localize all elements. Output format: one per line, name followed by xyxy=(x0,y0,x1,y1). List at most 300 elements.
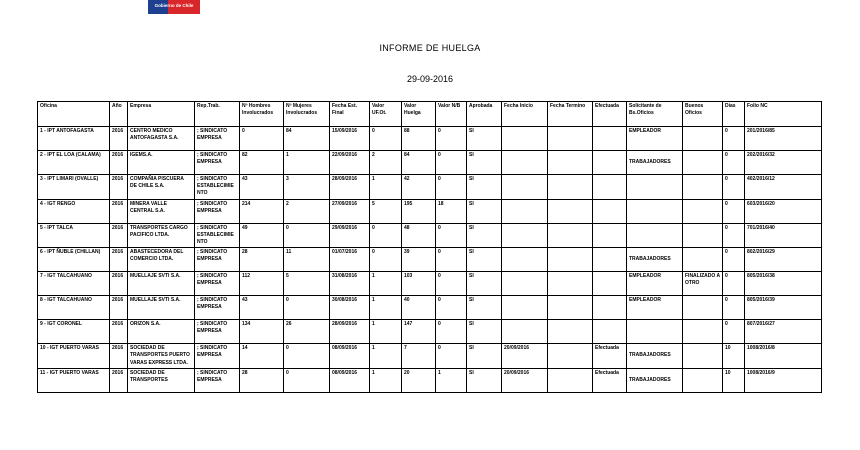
cell-oficina xyxy=(38,199,110,223)
cell-valor-nb-text: 0 xyxy=(438,321,441,328)
cell-valor-uf-text: 0 xyxy=(372,249,375,256)
column-header: Fecha Termino xyxy=(548,102,593,127)
cell-rep-trab xyxy=(195,223,240,248)
cell-hombres-text: 28 xyxy=(242,249,248,256)
cell-fecha-est-text: 30/08/2016 xyxy=(332,297,358,304)
cell-oficina-text: 6 - IPT ÑUBLE (CHILLAN) xyxy=(40,249,101,256)
cell-oficina-text: 8 - IGT TALCAHUANO xyxy=(40,297,92,304)
cell-folio xyxy=(745,344,822,369)
cell-rep-trab-text: ; SINDICATO EMPRESA xyxy=(197,273,228,287)
cell-valor-uf xyxy=(370,223,402,248)
cell-fecha-termino xyxy=(548,199,593,223)
cell-valor-huelga-text: 147 xyxy=(404,321,413,328)
cell-oficina xyxy=(38,175,110,200)
cell-valor-huelga xyxy=(402,248,436,272)
cell-solicitante xyxy=(627,151,683,175)
cell-anio xyxy=(110,272,128,296)
cell-hombres xyxy=(240,368,284,392)
cell-oficina-text: 1 - IPT ANTOFAGASTA xyxy=(40,128,94,134)
cell-empresa xyxy=(128,320,195,344)
cell-fecha-termino xyxy=(548,344,593,369)
cell-fecha-est-text: 27/09/2016 xyxy=(332,200,358,207)
cell-folio xyxy=(745,151,822,175)
cell-fecha-est-text: 08/09/2016 xyxy=(332,345,358,352)
cell-aprobada-text: SI xyxy=(469,321,474,328)
cell-empresa-text: ABASTECEDORA DEL COMERCIO LTDA. xyxy=(130,249,184,263)
cell-fecha-inicio-text: 20/09/2016 xyxy=(504,345,530,352)
cell-valor-huelga-text: 20 xyxy=(404,369,410,376)
cell-rep-trab xyxy=(195,151,240,175)
cell-aprobada xyxy=(467,199,502,223)
cell-fecha-est xyxy=(330,320,370,344)
cell-mujeres xyxy=(284,272,330,296)
cell-dias-text: 0 xyxy=(725,249,728,256)
cell-valor-uf-text: 1 xyxy=(372,369,375,376)
cell-empresa xyxy=(128,175,195,200)
cell-efectuada xyxy=(593,151,627,175)
cell-empresa-text: TRANSPORTES CARGO PACIFICO LTDA. xyxy=(130,224,188,238)
cell-valor-huelga xyxy=(402,344,436,369)
cell-empresa-text: SOCIEDAD DE TRANSPORTES xyxy=(130,369,168,384)
cell-aprobada xyxy=(467,223,502,248)
cell-valor-huelga-text: 84 xyxy=(404,152,410,158)
cell-anio xyxy=(110,296,128,320)
cell-dias-text: 0 xyxy=(725,321,728,328)
cell-efectuada xyxy=(593,223,627,248)
column-header: Solicitante de Bs.Oficios xyxy=(627,102,683,127)
cell-solicitante-text: EMPLEADOR xyxy=(629,273,661,280)
cell-solicitante-sub-text xyxy=(629,135,680,142)
cell-valor-uf-text: 0 xyxy=(372,224,375,231)
cell-dias-text: 0 xyxy=(725,152,728,158)
cell-oficina-text: 4 - IGT RENGO xyxy=(40,200,76,207)
cell-fecha-termino xyxy=(548,272,593,296)
cell-valor-huelga-text: 40 xyxy=(404,297,410,304)
cell-solicitante xyxy=(627,344,683,369)
cell-empresa xyxy=(128,151,195,175)
cell-anio-text: 2016 xyxy=(112,176,124,182)
cell-folio xyxy=(745,272,822,296)
cell-solicitante-sub-text xyxy=(629,176,680,183)
cell-fecha-inicio xyxy=(502,296,548,320)
cell-valor-nb xyxy=(436,127,467,151)
cell-hombres xyxy=(240,272,284,296)
cell-valor-uf xyxy=(370,344,402,369)
cell-anio xyxy=(110,175,128,200)
cell-valor-nb xyxy=(436,344,467,369)
cell-hombres xyxy=(240,127,284,151)
cell-valor-huelga xyxy=(402,272,436,296)
cell-aprobada xyxy=(467,368,502,392)
table-row xyxy=(38,320,822,344)
cell-fecha-termino xyxy=(548,223,593,248)
cell-hombres-text: 0 xyxy=(242,128,245,134)
cell-valor-uf-text: 1 xyxy=(372,321,375,328)
cell-aprobada-text: SI xyxy=(469,224,474,231)
cell-mujeres xyxy=(284,199,330,223)
cell-mujeres xyxy=(284,296,330,320)
cell-oficina-text: 10 - IGT PUERTO VARAS xyxy=(40,345,99,352)
cell-mujeres-text: 1 xyxy=(286,152,289,158)
cell-mujeres xyxy=(284,320,330,344)
cell-empresa xyxy=(128,272,195,296)
cell-anio xyxy=(110,223,128,248)
cell-fecha-termino xyxy=(548,175,593,200)
cell-empresa-text: CENTRO MEDICO ANTOFAGASTA S.A. xyxy=(130,128,179,142)
cell-hombres xyxy=(240,344,284,369)
cell-valor-huelga xyxy=(402,320,436,344)
table-row xyxy=(38,127,822,151)
cell-rep-trab-text: ; SINDICATO ESTABLECIMIENTO xyxy=(197,176,234,197)
cell-folio-text: 1008/2016/8 xyxy=(747,345,775,352)
cell-valor-huelga xyxy=(402,127,436,151)
cell-valor-nb xyxy=(436,296,467,320)
cell-folio-text: 402/2016/12 xyxy=(747,176,775,182)
cell-solicitante-sub-text: TRABAJADORES xyxy=(629,256,671,263)
column-header: Rep.Trab. xyxy=(195,102,240,127)
cell-valor-nb xyxy=(436,175,467,200)
cell-efectuada xyxy=(593,368,627,392)
cell-solicitante-text: EMPLEADOR xyxy=(629,297,661,304)
column-header: Buenos Oficios xyxy=(683,102,723,127)
cell-folio-text: 202/2016/32 xyxy=(747,152,775,158)
cell-aprobada-text: SI xyxy=(469,369,474,376)
cell-fecha-est xyxy=(330,344,370,369)
cell-valor-uf-text: 1 xyxy=(372,345,375,352)
cell-dias xyxy=(723,199,745,223)
cell-dias xyxy=(723,248,745,272)
cell-efectuada xyxy=(593,320,627,344)
cell-valor-nb xyxy=(436,151,467,175)
cell-aprobada xyxy=(467,272,502,296)
cell-hombres-text: 82 xyxy=(242,152,248,158)
cell-valor-nb-text: 18 xyxy=(438,200,444,207)
table-header-row xyxy=(38,102,822,127)
column-header: Folio NC xyxy=(745,102,822,127)
cell-rep-trab xyxy=(195,344,240,369)
cell-dias xyxy=(723,344,745,369)
cell-valor-huelga-text: 42 xyxy=(404,176,410,182)
cell-rep-trab xyxy=(195,248,240,272)
cell-efectuada xyxy=(593,175,627,200)
cell-valor-huelga-text: 39 xyxy=(404,249,410,256)
cell-hombres xyxy=(240,151,284,175)
cell-mujeres-text: 26 xyxy=(286,321,292,328)
cell-fecha-inicio xyxy=(502,175,548,200)
cell-folio xyxy=(745,320,822,344)
cell-aprobada xyxy=(467,248,502,272)
cell-folio-text: 201/2016/85 xyxy=(747,128,775,134)
cell-aprobada xyxy=(467,175,502,200)
cell-oficina-text: 2 - IPT EL LOA (CALAMA) xyxy=(40,152,101,158)
table-row xyxy=(38,296,822,320)
cell-fecha-termino xyxy=(548,296,593,320)
cell-aprobada xyxy=(467,320,502,344)
cell-hombres-text: 14 xyxy=(242,345,248,352)
report-date: 29-09-2016 xyxy=(406,74,454,84)
cell-fecha-est xyxy=(330,199,370,223)
cell-dias xyxy=(723,223,745,248)
cell-valor-uf xyxy=(370,248,402,272)
cell-folio-text: 802/2016/29 xyxy=(747,249,775,256)
cell-solicitante-sub-text xyxy=(629,321,680,328)
cell-solicitante-sub-text: TRABAJADORES xyxy=(629,352,671,359)
cell-mujeres xyxy=(284,127,330,151)
cell-aprobada-text: SI xyxy=(469,345,474,352)
cell-dias-text: 0 xyxy=(725,297,728,304)
table-row xyxy=(38,175,822,200)
cell-buenos-oficios xyxy=(683,151,723,175)
cell-empresa-text: MUELLAJE SVTI S.A. xyxy=(130,273,181,280)
cell-buenos-oficios xyxy=(683,320,723,344)
cell-folio-text: 807/2016/27 xyxy=(747,321,775,328)
cell-valor-nb-text: 0 xyxy=(438,128,441,134)
cell-aprobada-text: SI xyxy=(469,176,474,182)
cell-aprobada-text: SI xyxy=(469,297,474,304)
cell-oficina xyxy=(38,296,110,320)
cell-fecha-est-text: 29/09/2016 xyxy=(332,224,358,231)
cell-fecha-termino xyxy=(548,248,593,272)
cell-folio xyxy=(745,296,822,320)
cell-solicitante-sub-text xyxy=(629,280,680,287)
table-body xyxy=(38,127,822,393)
cell-rep-trab xyxy=(195,199,240,223)
cell-solicitante xyxy=(627,368,683,392)
column-header: Oficina xyxy=(38,102,110,127)
cell-valor-uf xyxy=(370,175,402,200)
column-header: Fecha Inicio xyxy=(502,102,548,127)
cell-dias xyxy=(723,320,745,344)
cell-dias-text: 0 xyxy=(725,273,728,280)
cell-folio-text: 805/2016/38 xyxy=(747,273,775,280)
column-header: Aprobada xyxy=(467,102,502,127)
cell-folio xyxy=(745,127,822,151)
cell-solicitante-sub-text xyxy=(629,304,680,311)
cell-aprobada xyxy=(467,151,502,175)
column-header: Empresa xyxy=(128,102,195,127)
cell-anio xyxy=(110,320,128,344)
column-header: Fecha Est. Final xyxy=(330,102,370,127)
cell-folio xyxy=(745,223,822,248)
cell-oficina-text: 5 - IPT TALCA xyxy=(40,224,73,231)
cell-mujeres-text: 2 xyxy=(286,200,289,207)
cell-fecha-inicio xyxy=(502,272,548,296)
cell-oficina xyxy=(38,151,110,175)
cell-valor-nb-text: 0 xyxy=(438,345,441,352)
cell-valor-nb-text: 0 xyxy=(438,249,441,256)
cell-valor-nb-text: 0 xyxy=(438,224,441,231)
cell-buenos-oficios xyxy=(683,272,723,296)
cell-valor-uf xyxy=(370,296,402,320)
cell-oficina xyxy=(38,248,110,272)
cell-fecha-est-text: 28/09/2016 xyxy=(332,176,358,182)
cell-anio xyxy=(110,368,128,392)
cell-empresa-text: SOCIEDAD DE TRANSPORTES PUERTO VARAS EXPRESS LTDA. xyxy=(130,345,190,366)
table-row xyxy=(38,248,822,272)
cell-rep-trab-text: ; SINDICATO EMPRESA xyxy=(197,369,228,384)
cell-valor-huelga-text: 103 xyxy=(404,273,413,280)
cell-fecha-termino xyxy=(548,127,593,151)
cell-aprobada-text: SI xyxy=(469,273,474,280)
table-row xyxy=(38,199,822,223)
cell-mujeres-text: 11 xyxy=(286,249,292,256)
cell-solicitante xyxy=(627,199,683,223)
cell-empresa xyxy=(128,199,195,223)
cell-folio-text: 1008/2016/9 xyxy=(747,369,775,376)
cell-empresa xyxy=(128,223,195,248)
cell-aprobada xyxy=(467,127,502,151)
cell-anio xyxy=(110,248,128,272)
cell-solicitante xyxy=(627,296,683,320)
cell-hombres xyxy=(240,296,284,320)
cell-mujeres-text: 0 xyxy=(286,345,289,352)
cell-efectuada-text: Efectuada xyxy=(595,345,619,352)
cell-valor-uf xyxy=(370,151,402,175)
cell-anio-text: 2016 xyxy=(112,128,124,134)
cell-fecha-est xyxy=(330,368,370,392)
strike-report-table xyxy=(37,101,822,393)
cell-valor-nb xyxy=(436,199,467,223)
table-row xyxy=(38,223,822,248)
cell-valor-uf-text: 1 xyxy=(372,176,375,182)
cell-folio xyxy=(745,248,822,272)
cell-mujeres-text: 84 xyxy=(286,128,292,134)
cell-fecha-termino xyxy=(548,151,593,175)
cell-rep-trab-text: ; SINDICATO EMPRESA xyxy=(197,249,228,263)
cell-anio-text: 2016 xyxy=(112,345,124,352)
cell-dias xyxy=(723,296,745,320)
cell-folio-text: 603/2016/20 xyxy=(747,200,775,207)
cell-empresa xyxy=(128,344,195,369)
table-row xyxy=(38,151,822,175)
cell-aprobada-text: SI xyxy=(469,249,474,256)
cell-anio xyxy=(110,151,128,175)
cell-valor-nb-text: 0 xyxy=(438,176,441,182)
cell-efectuada xyxy=(593,248,627,272)
cell-fecha-est-text: 31/08/2016 xyxy=(332,273,358,280)
cell-oficina xyxy=(38,344,110,369)
cell-solicitante xyxy=(627,175,683,200)
cell-empresa-text: MUELLAJE SVTI S.A. xyxy=(130,297,181,304)
cell-valor-nb xyxy=(436,272,467,296)
cell-oficina-text: 7 - IGT TALCAHUANO xyxy=(40,273,92,280)
cell-fecha-termino xyxy=(548,368,593,392)
table-row xyxy=(38,344,822,369)
cell-efectuada xyxy=(593,296,627,320)
cell-dias-text: 0 xyxy=(725,200,728,207)
column-header: Año xyxy=(110,102,128,127)
cell-mujeres-text: 5 xyxy=(286,273,289,280)
cell-valor-huelga xyxy=(402,199,436,223)
cell-oficina-text: 3 - IPT LIMARI (OVALLE) xyxy=(40,176,99,182)
cell-aprobada-text: SI xyxy=(469,152,474,158)
cell-fecha-inicio xyxy=(502,320,548,344)
cell-empresa xyxy=(128,127,195,151)
cell-fecha-inicio xyxy=(502,223,548,248)
cell-anio xyxy=(110,344,128,369)
cell-buenos-oficios xyxy=(683,368,723,392)
logo-text: Gobierno de Chile xyxy=(154,3,194,8)
cell-valor-huelga xyxy=(402,151,436,175)
table-row xyxy=(38,368,822,392)
cell-solicitante-sub-text xyxy=(629,225,680,232)
cell-empresa-text: IGEMS.A. xyxy=(130,152,153,158)
cell-solicitante-sub-text: TRABAJADORES xyxy=(629,159,671,165)
cell-rep-trab-text: ; SINDICATO EMPRESA xyxy=(197,152,228,166)
cell-efectuada xyxy=(593,344,627,369)
cell-valor-uf xyxy=(370,320,402,344)
cell-fecha-est-text: 22/09/2016 xyxy=(332,152,358,158)
cell-valor-uf-text: 0 xyxy=(372,128,375,134)
cell-dias-text: 0 xyxy=(725,224,728,231)
cell-valor-uf xyxy=(370,368,402,392)
cell-buenos-oficios xyxy=(683,223,723,248)
cell-fecha-est-text: 01/07/2016 xyxy=(332,249,358,256)
cell-anio-text: 2016 xyxy=(112,273,124,280)
cell-aprobada xyxy=(467,344,502,369)
cell-empresa-text: COMPAÑIA PISCUERA DE CHILE S.A. xyxy=(130,176,184,190)
cell-dias xyxy=(723,272,745,296)
cell-fecha-inicio xyxy=(502,368,548,392)
cell-oficina xyxy=(38,368,110,392)
cell-fecha-inicio-text: 20/09/2016 xyxy=(504,369,530,376)
cell-mujeres-text: 0 xyxy=(286,297,289,304)
cell-mujeres xyxy=(284,151,330,175)
cell-valor-nb xyxy=(436,223,467,248)
cell-oficina xyxy=(38,127,110,151)
cell-hombres xyxy=(240,199,284,223)
cell-anio-text: 2016 xyxy=(112,321,124,328)
cell-oficina xyxy=(38,320,110,344)
cell-valor-nb-text: 0 xyxy=(438,152,441,158)
cell-dias xyxy=(723,368,745,392)
cell-folio xyxy=(745,175,822,200)
column-header: Valor Huelga xyxy=(402,102,436,127)
cell-fecha-est xyxy=(330,127,370,151)
cell-rep-trab xyxy=(195,175,240,200)
cell-fecha-est-text: 15/09/2016 xyxy=(332,128,358,134)
cell-fecha-est xyxy=(330,151,370,175)
column-header: Días xyxy=(723,102,745,127)
cell-rep-trab-text: ; SINDICATO ESTABLECIMIENTO xyxy=(197,224,234,246)
cell-fecha-est-text: 08/09/2016 xyxy=(332,369,358,376)
cell-anio xyxy=(110,127,128,151)
cell-buenos-oficios xyxy=(683,344,723,369)
cell-solicitante xyxy=(627,248,683,272)
cell-buenos-oficios xyxy=(683,248,723,272)
cell-hombres xyxy=(240,248,284,272)
table-row xyxy=(38,272,822,296)
cell-aprobada-text: SI xyxy=(469,200,474,207)
cell-solicitante-sub-text: TRABAJADORES xyxy=(629,376,671,383)
cell-empresa xyxy=(128,296,195,320)
cell-valor-huelga-text: 195 xyxy=(404,200,413,207)
cell-hombres-text: 28 xyxy=(242,369,248,376)
cell-folio-text: 701/2016/40 xyxy=(747,224,775,231)
cell-oficina xyxy=(38,223,110,248)
cell-valor-huelga-text: 7 xyxy=(404,345,407,352)
cell-valor-nb xyxy=(436,248,467,272)
cell-rep-trab-text: ; SINDICATO EMPRESA xyxy=(197,321,228,335)
cell-buenos-oficios-text: FINALIZADO A OTRO xyxy=(685,273,720,287)
column-header: Nº Hombres Involucrados xyxy=(240,102,284,127)
cell-valor-nb-text: 0 xyxy=(438,273,441,280)
cell-mujeres xyxy=(284,344,330,369)
cell-mujeres xyxy=(284,248,330,272)
cell-folio xyxy=(745,368,822,392)
cell-valor-uf xyxy=(370,199,402,223)
cell-hombres xyxy=(240,223,284,248)
